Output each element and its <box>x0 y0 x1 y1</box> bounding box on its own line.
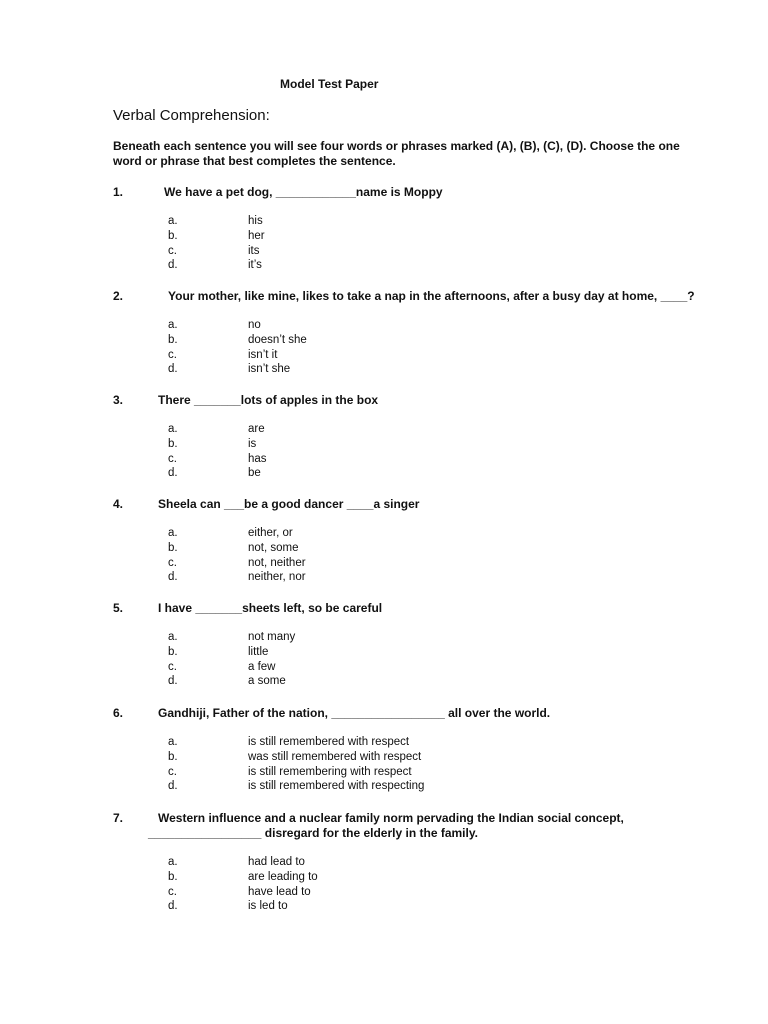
option-letter: d. <box>168 259 178 272</box>
option-letter: d. <box>168 571 178 584</box>
option-letter: c. <box>168 452 177 465</box>
option-text: isn’t it <box>248 348 278 361</box>
option-letter: d. <box>168 675 178 688</box>
option-letter: d. <box>168 780 178 793</box>
option-letter: c. <box>168 348 177 361</box>
option-text: are leading to <box>248 870 318 883</box>
option-text: its <box>248 244 260 257</box>
option-letter: a. <box>168 631 178 643</box>
question-text: Sheela can ___be a good dancer ____a singer <box>158 497 420 511</box>
option-text: a few <box>248 660 276 673</box>
option-letter: d. <box>168 900 178 913</box>
option-text: doesn’t she <box>248 333 307 346</box>
option-text: neither, nor <box>248 571 306 584</box>
option-letter: c. <box>168 765 177 778</box>
option-letter: c. <box>168 885 177 898</box>
option-letter: c. <box>168 244 177 257</box>
instructions: Beneath each sentence you will see four words or phrases marked (A), (B), (C), (D). Choose the one word or phrase that best completes the sentence. <box>113 139 680 168</box>
option-text: is still remembered with respecting <box>248 780 425 793</box>
question-text: Western influence and a nuclear family norm pervading the Indian social concept, <box>158 811 624 825</box>
option-text: his <box>248 215 263 227</box>
option-text: was still remembered with respect <box>248 750 422 763</box>
question-number: 7. <box>113 811 124 825</box>
option-letter: b. <box>168 333 178 346</box>
option-text: has <box>248 452 267 465</box>
section-heading: Verbal Comprehension: <box>113 107 270 124</box>
option-letter: b. <box>168 750 178 763</box>
option-text: is led to <box>248 900 288 913</box>
option-text: not many <box>248 631 296 643</box>
option-letter: a. <box>168 319 178 331</box>
option-letter: b. <box>168 645 178 658</box>
option-letter: b. <box>168 437 178 450</box>
option-text: it’s <box>248 259 262 272</box>
option-text: is still remembering with respect <box>248 765 412 778</box>
option-letter: b. <box>168 541 178 554</box>
option-text: not, neither <box>248 556 306 569</box>
option-text: be <box>248 467 261 480</box>
option-letter: d. <box>168 467 178 480</box>
option-text: a some <box>248 675 286 688</box>
option-letter: d. <box>168 363 178 376</box>
option-letter: a. <box>168 736 178 748</box>
option-letter: a. <box>168 215 178 227</box>
question-number: 4. <box>113 497 124 511</box>
option-letter: c. <box>168 660 177 673</box>
option-text: isn’t she <box>248 363 291 376</box>
question-number: 1. <box>113 185 124 199</box>
option-text: is still remembered with respect <box>248 736 410 748</box>
question-number: 2. <box>113 289 124 303</box>
option-text: her <box>248 229 265 242</box>
option-text: little <box>248 645 269 658</box>
document-title: Model Test Paper <box>280 77 379 91</box>
option-letter: b. <box>168 870 178 883</box>
option-letter: b. <box>168 229 178 242</box>
question-text: There _______lots of apples in the box <box>158 393 379 407</box>
option-text: not, some <box>248 541 299 554</box>
option-text: no <box>248 319 261 331</box>
option-letter: c. <box>168 556 177 569</box>
question-text: We have a pet dog, ____________name is Moppy <box>164 185 443 199</box>
question-number: 6. <box>113 706 124 720</box>
option-text: are <box>248 423 265 435</box>
option-text: is <box>248 437 257 450</box>
option-letter: a. <box>168 856 178 868</box>
question-text: Gandhiji, Father of the nation, _________________ all over the world. <box>158 706 551 720</box>
question-text: Your mother, like mine, likes to take a nap in the afternoons, after a busy day at home, ____? <box>168 289 695 303</box>
option-text: either, or <box>248 527 293 539</box>
question-text: _________________ disregard for the elderly in the family. <box>148 826 478 840</box>
question-number: 3. <box>113 393 124 407</box>
option-text: had lead to <box>248 856 305 868</box>
question-text: I have _______sheets left, so be careful <box>158 601 383 615</box>
option-text: have lead to <box>248 885 311 898</box>
option-letter: a. <box>168 423 178 435</box>
question-number: 5. <box>113 601 124 615</box>
option-letter: a. <box>168 527 178 539</box>
